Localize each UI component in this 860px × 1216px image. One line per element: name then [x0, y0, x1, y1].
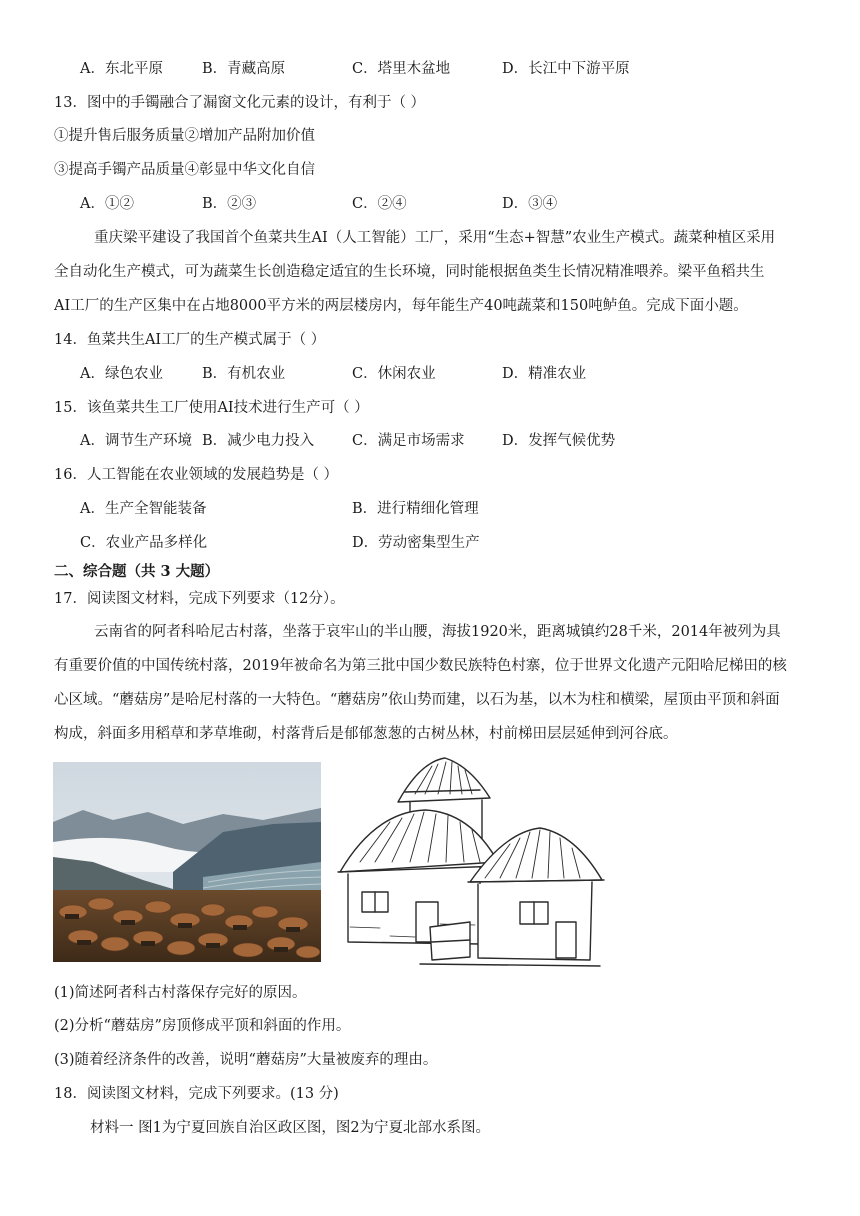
q13-option-c: C．②④: [352, 196, 407, 212]
q14-stem: 14．鱼菜共生AI工厂的生产模式属于（ ）: [54, 332, 326, 348]
q15-option-d: D．发挥气候优势: [502, 433, 616, 449]
q13-option-a: A．①②: [80, 196, 134, 212]
q17-subquestion-3: (3)随着经济条件的改善，说明“蘑菇房”大量被废弃的理由。: [54, 1052, 438, 1068]
q14-option-c: C．休闲农业: [352, 366, 436, 382]
q12-option-c: C．塔里木盆地: [352, 61, 451, 77]
q14-option-d: D．精准农业: [502, 366, 587, 382]
q17-material-line-4: 构成，斜面多用稻草和茅草堆砌，村落背后是郁郁葱葱的古树丛林，村前梯田层层延伸到河谷底。: [54, 726, 678, 742]
q17-material-line-2: 有重要价值的中国传统村落，2019年被命名为第三批中国少数民族特色村寨，位于世界文化遗产元阳哈尼梯田的核: [54, 658, 787, 674]
material-1-line-2: 全自动化生产模式，可为蔬菜生长创造稳定适宜的生长环境，同时能根据鱼类生长情况精准喂养。梁平鱼稻共生: [54, 264, 765, 280]
q15-stem: 15．该鱼菜共生工厂使用AI技术进行生产可（ ）: [54, 400, 369, 416]
q17-subquestion-2: (2)分析“蘑菇房”房顶修成平顶和斜面的作用。: [54, 1018, 351, 1034]
q16-stem: 16．人工智能在农业领域的发展趋势是（ ）: [54, 467, 339, 483]
q15-option-c: C．满足市场需求: [352, 433, 465, 449]
q12-option-d: D．长江中下游平原: [502, 61, 630, 77]
q18-material-1: 材料一 图1为宁夏回族自治区政区图，图2为宁夏北部水系图。: [90, 1120, 491, 1136]
q14-option-a: A．绿色农业: [80, 366, 163, 382]
q14-option-b: B．有机农业: [202, 366, 286, 382]
q12-option-b: B．青藏高原: [202, 61, 286, 77]
q16-option-b: B．进行精细化管理: [352, 501, 479, 517]
q17-material-line-3: 心区域。“蘑菇房”是哈尼村落的一大特色。“蘑菇房”依山势而建，以石为基，以木为柱和横梁，屋顶由平顶和斜面: [54, 692, 780, 708]
q13-option-d: D．③④: [502, 196, 558, 212]
q15-option-b: B．减少电力投入: [202, 433, 315, 449]
mushroom-house-sketch: [320, 752, 610, 974]
village-landscape-photo: [53, 762, 321, 962]
q13-statements-2: ③提高手镯产品质量④彰显中华文化自信: [54, 162, 315, 178]
q16-option-d: D．劳动密集型生产: [352, 535, 480, 551]
q17-stem: 17．阅读图文材料，完成下列要求（12分）。: [54, 591, 345, 607]
q15-option-a: A．调节生产环境: [80, 433, 192, 449]
q18-stem: 18．阅读图文材料，完成下列要求。(13 分): [54, 1086, 339, 1102]
q13-statements-1: ①提升售后服务质量②增加产品附加价值: [54, 128, 315, 144]
q16-option-c: C．农业产品多样化: [80, 535, 208, 551]
q13-option-b: B．②③: [202, 196, 257, 212]
material-1-line-1: 重庆梁平建设了我国首个鱼菜共生AI（人工智能）工厂，采用“生态+智慧”农业生产模式。蔬菜种植区采用: [94, 230, 776, 246]
q13-stem: 13．图中的手镯融合了漏窗文化元素的设计，有利于（ ）: [54, 95, 426, 111]
q12-option-a: A．东北平原: [80, 61, 163, 77]
q17-material-line-1: 云南省的阿者科哈尼古村落，坐落于哀牢山的半山腰，海拔1920米，距离城镇约28千米，2014年被列为具: [94, 624, 781, 640]
section-2-heading: 二、综合题（共 3 大题）: [54, 563, 220, 580]
q16-option-a: A．生产全智能装备: [80, 501, 207, 517]
material-1-line-3: AI工厂的生产区集中在占地8000平方米的两层楼房内，每年能生产40吨蔬菜和150吨鲈鱼。完成下面小题。: [54, 298, 748, 314]
q17-subquestion-1: (1)简述阿者科古村落保存完好的原因。: [54, 985, 307, 1001]
